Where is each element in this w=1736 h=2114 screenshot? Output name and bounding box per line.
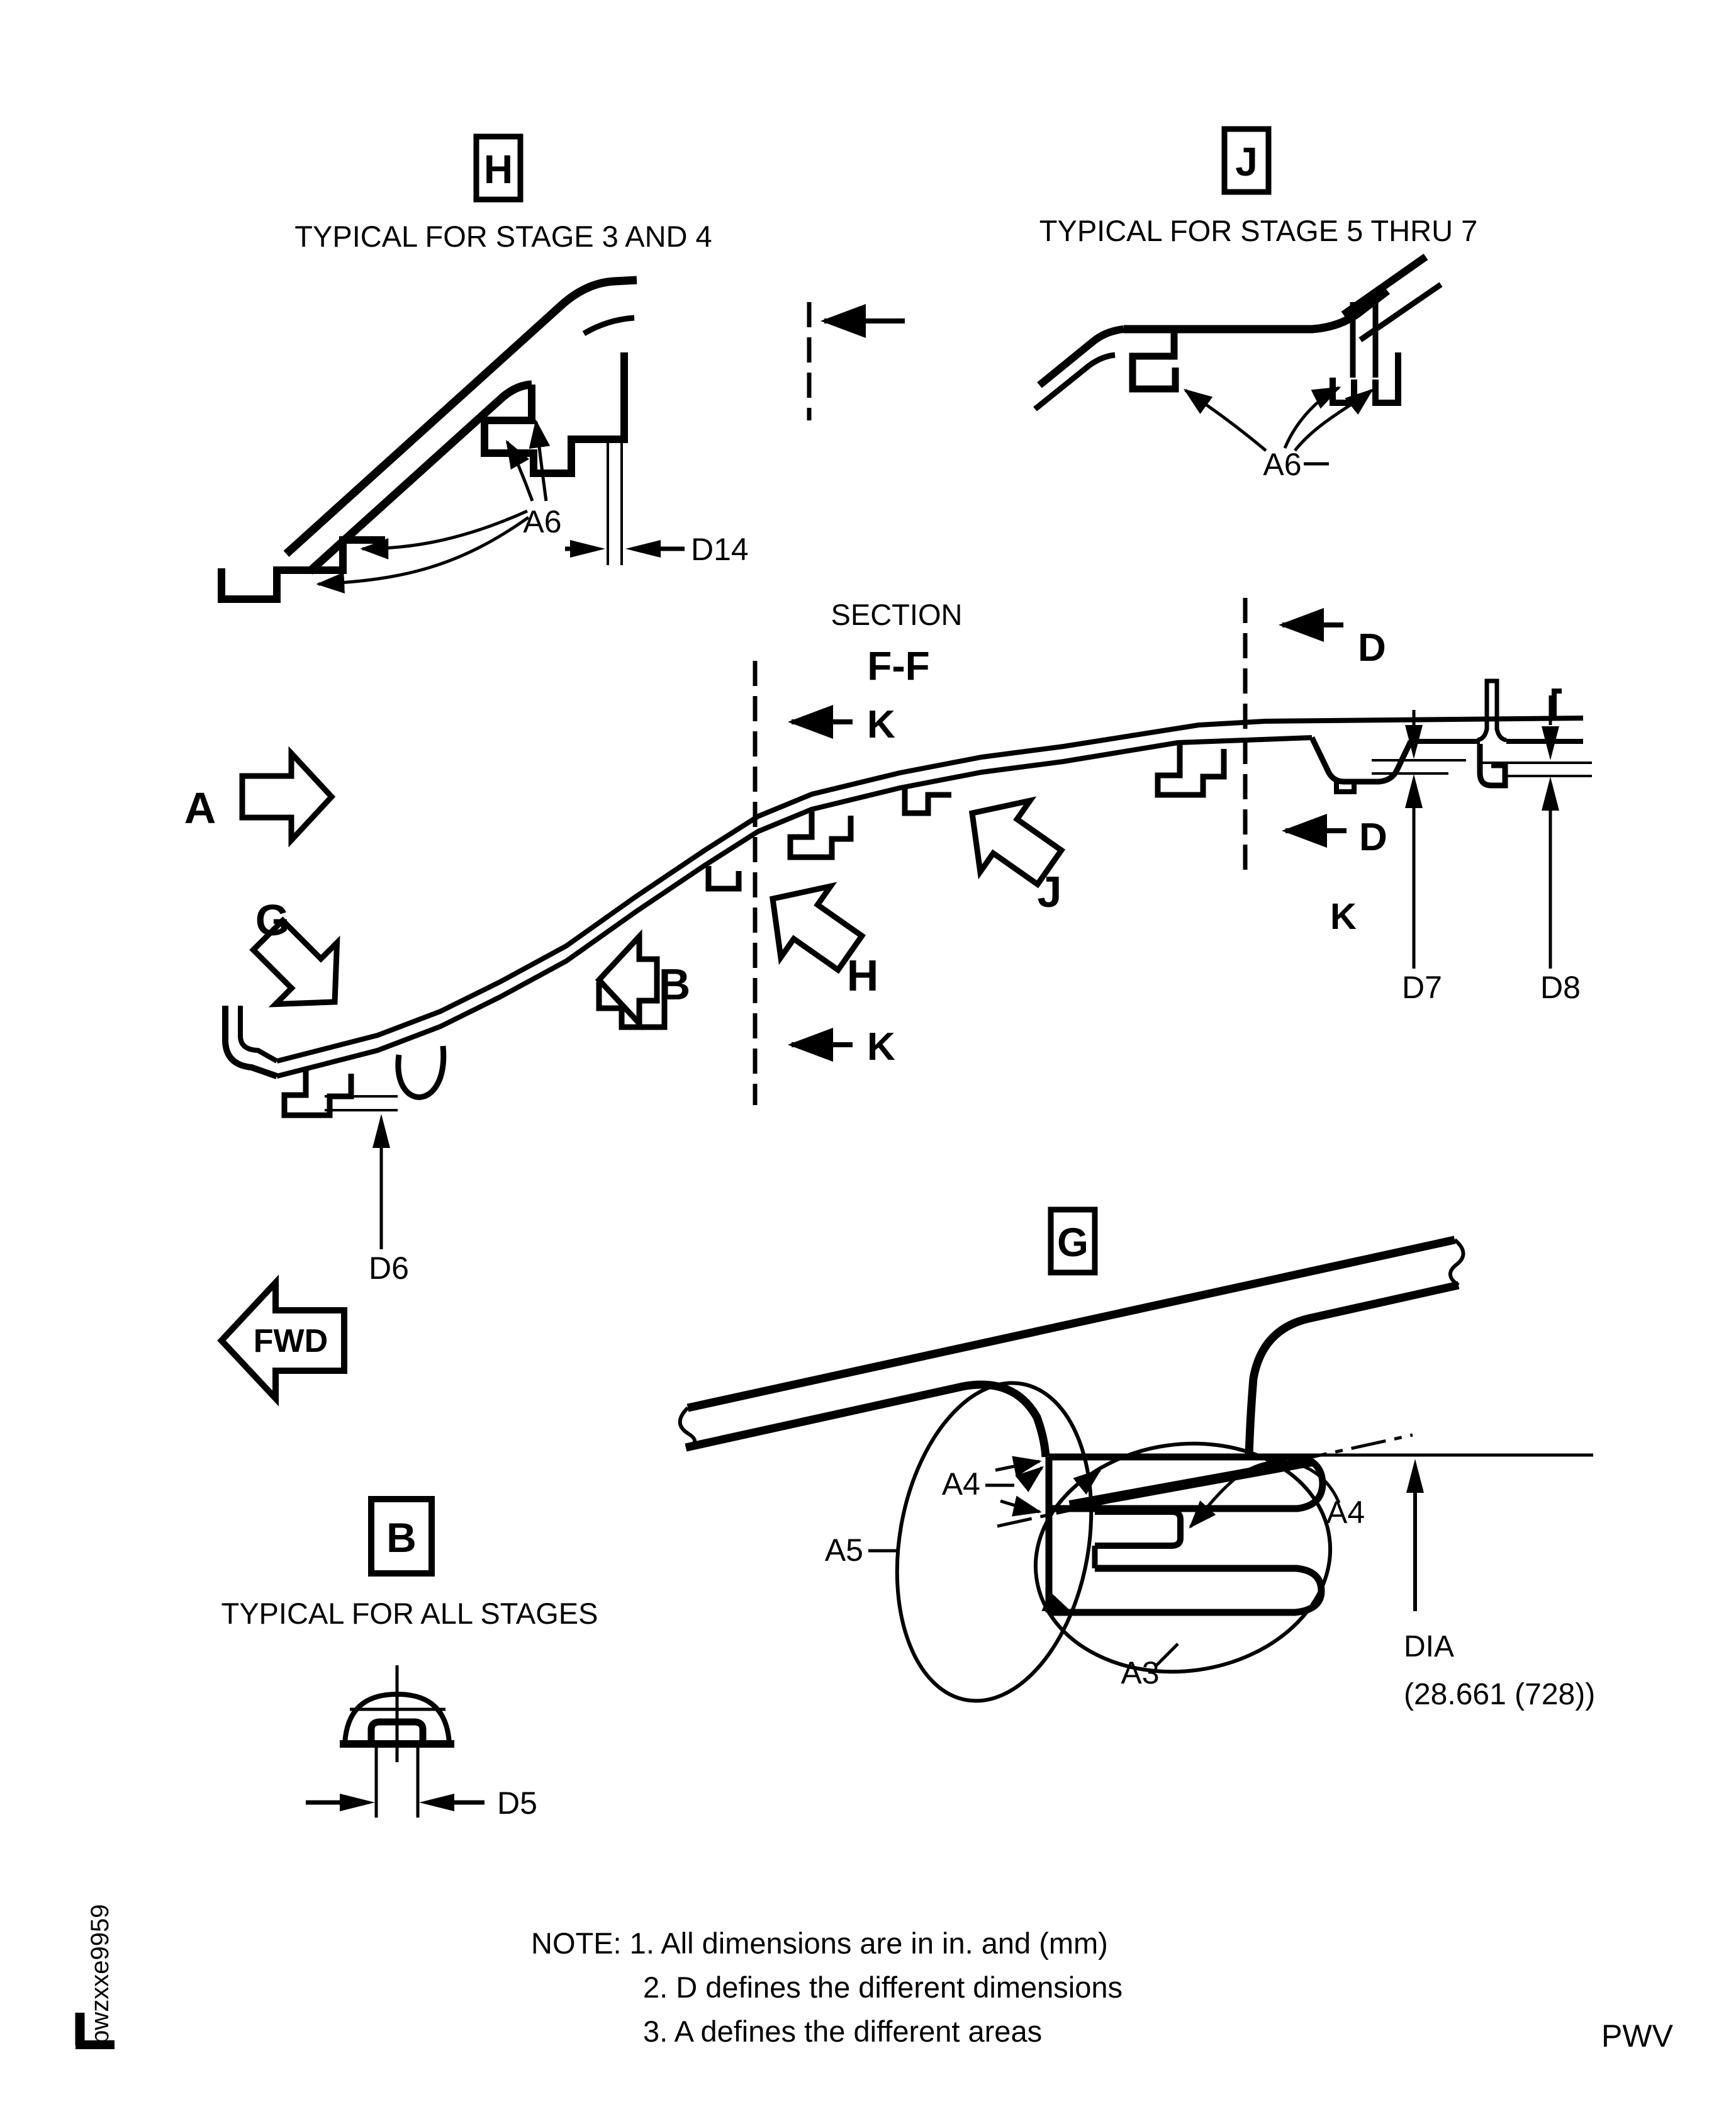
a5-label: A5 (824, 1532, 863, 1568)
k-letter-top: K (867, 703, 895, 746)
page-code: PWV (1601, 2018, 1673, 2054)
dia-label: DIA (1404, 1630, 1455, 1663)
d6-label: D6 (369, 1251, 409, 1286)
d-letter-top: D (1358, 626, 1386, 670)
detail-j-caption: TYPICAL FOR STAGE 5 THRU 7 (1039, 214, 1478, 247)
section-name: F-F (867, 643, 930, 689)
view-letter-a: A (184, 784, 216, 833)
view-letter-h: H (846, 951, 879, 1000)
j-area-a6-label: A6 (1263, 447, 1302, 482)
d7-label: D7 (1402, 970, 1442, 1005)
detail-g-letter: G (1057, 1220, 1089, 1265)
view-letter-j: J (1037, 867, 1062, 916)
d8-label: D8 (1540, 970, 1581, 1005)
k-letter-right: K (1330, 896, 1357, 937)
detail-h-letter: H (483, 147, 513, 192)
a3-label: A3 (1121, 1655, 1160, 1690)
d14-label: D14 (691, 532, 749, 567)
note-line-1: NOTE: 1. All dimensions are in in. and (mm) (531, 1926, 1108, 1960)
a4-left-label: A4 (941, 1466, 980, 1502)
detail-b-letter: B (386, 1514, 417, 1561)
note-line-3: 3. A defines the different areas (643, 2015, 1043, 2048)
a4-right-label: A4 (1326, 1495, 1365, 1530)
detail-b-caption: TYPICAL FOR ALL STAGES (221, 1597, 598, 1630)
doc-code-vertical: pwzxxe9959 (86, 1904, 114, 2044)
k-letter-bottom: K (867, 1025, 895, 1069)
d-letter-bottom: D (1359, 816, 1387, 859)
dia-value: (28.661 (728)) (1404, 1678, 1596, 1711)
section-word: SECTION (831, 598, 963, 631)
fwd-label: FWD (253, 1323, 328, 1359)
view-letter-b: B (658, 960, 691, 1009)
d5-label: D5 (497, 1785, 537, 1821)
detail-j-letter: J (1235, 139, 1258, 184)
detail-h-caption: TYPICAL FOR STAGE 3 AND 4 (294, 220, 712, 253)
note-line-2: 2. D defines the different dimensions (643, 1971, 1123, 2004)
h-area-a6-label: A6 (523, 504, 562, 539)
view-letter-g: G (255, 896, 290, 945)
